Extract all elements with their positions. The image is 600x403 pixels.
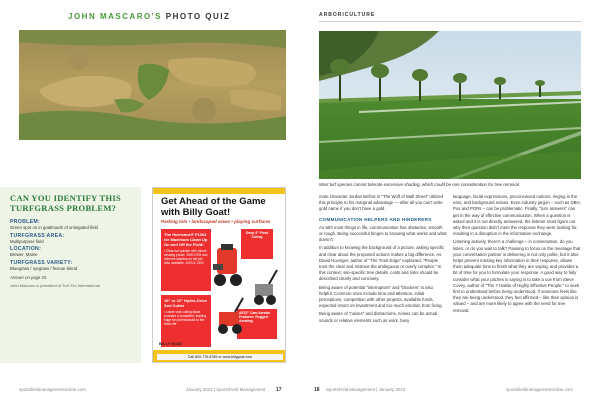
col1-paragraph-5: Being aware of "noises" and distractions, noises can be actual sounds or relative elements such as work, busy <box>319 311 438 323</box>
quiz-info-box <box>0 187 141 363</box>
turfgrass-variety-label: TURFGRASS VARIETY: <box>10 259 73 266</box>
col2-paragraph-1: language, facial expressions, preconceived notions, ringing in the ears, and background noises. Even industry jargon – such as DBH, Pos and PGRs – can be problematic. Finally, "turn answers" can get in the way of effective communication. When a question is asked and it is not directly answered, the listener must figure out why their question didn't meet the response they were looking for, resulting in a disruption in the information exchange. <box>453 194 581 237</box>
ad-title: Get Ahead of the Game with Billy Goat! <box>161 196 266 218</box>
ad-feature-block-2 <box>161 295 211 347</box>
author-credit: John Mascaro is president of Turf-Tec International <box>10 283 100 288</box>
ad-subtitle: Parking lots • landscaped areas • playing surfaces <box>161 219 271 224</box>
field-photo-image <box>319 31 581 179</box>
right-footer-site[interactable]: sportsfieldmanagementonline.com <box>506 387 573 392</box>
left-page-number <box>276 387 282 393</box>
ad-contact-url[interactable]: Call 800-776-6789 or www.billygoat.com <box>157 354 283 360</box>
ad-stripe <box>153 188 286 194</box>
ad-feature-block-1 <box>161 229 211 291</box>
ad-feature-block-3: Deep 3" Pivot Coring <box>241 229 273 259</box>
left-footer-date: January 2023 | SportsField Management <box>186 387 266 392</box>
location-value: Brewer, Maine <box>10 252 38 257</box>
turfgrass-area-value: Multipurpose field <box>10 238 44 244</box>
photo-caption: Most turf species cannot tolerate excessive shading, which could be one consideration for tree removal. <box>319 182 521 187</box>
right-page-number-text: 18 <box>314 387 320 393</box>
sports-field-photo <box>319 31 581 179</box>
problem-label: PROBLEM: <box>10 219 41 225</box>
article-column-2 <box>453 194 581 316</box>
ad-header <box>153 188 286 228</box>
ad-feature-block-4: AE22" Cam Aerator Features: Rugged Aerating <box>237 309 277 339</box>
col1-heading: COMMUNICATION HELPERS AND HINDERERS <box>319 216 432 222</box>
col1-paragraph-2: As with most things in life, communication has obstacles, smooth or rough. Being successful hinges to knowing what works and what doesn't. <box>319 224 447 243</box>
quiz-question: CAN YOU IDENTIFY THIS TURFGRASS PROBLEM? <box>10 193 122 213</box>
blower-machine-icon <box>211 242 245 288</box>
aerator-icon <box>249 266 279 306</box>
header-rule <box>319 21 581 22</box>
turf-problem-photo <box>19 30 286 140</box>
col2-paragraph-2: Listening actively, there's a challenge – in conversation, do you listen, or do you wait to talk? Pausing to focus on the message that your conversation partner is delivering is not only polite, but it also helps prevent missing key information in their response, allows them adequate time to finish what they are saying, and provides a bit of time for you to formulate your response. A good way to fully consider what your pitches is saying is to take a cue from Steve Covey, author of "The 7 Habits of Highly Effective People," to seek first to understand before being understood. If someone feels like they are being understood, they feel affirmed – like their opinion is valued – and are more likely to agree with the need for tree removal. <box>453 239 581 313</box>
problem-value: Green spot on in goalmouth of uninigated field <box>10 225 98 230</box>
ad-block2-title: 18" or 22" Hydro-Drive Sod Cutter <box>164 298 207 308</box>
quiz-header-author: JOHN MASCARO'S <box>68 12 163 21</box>
turf-photo-image <box>19 30 286 140</box>
billy-goat-advertisement[interactable] <box>152 187 286 363</box>
col1-paragraph-3: In addition to knowing the background of a picture, asking specific and clear about the proposed actions makes a big difference. As David Hovinger, author of "The Trust Edge" explained, "People trust the clear and mistrust the ambiguous or overly complex." In this context, site-specific tree details, costs and risks should be described clearly and concisely. <box>319 245 445 282</box>
ad-block1-body: • Clear turf quicker with robust clearing power. 3000 CFM and extreme stamina on the job. Also available: 1003 & 1303 <box>164 249 208 265</box>
ad-block2-body: • Lower cost cutting blade provides a consistent, leading edge for professionals to the finish life <box>164 310 206 326</box>
section-tag: ARBORICULTURE <box>319 12 376 18</box>
left-footer-site[interactable]: sportsfieldmanagementonline.com <box>19 387 86 392</box>
col1-paragraph-1: mote character Jordan Belfort in "The Wolf of Wall Street" utilized this principle to his marginal advantage — after all you can't write gold name if you don't have a gold. <box>319 194 443 212</box>
turfgrass-variety-value: Bluegrass / ryegrass / fescue blend <box>10 265 78 271</box>
article-column-1 <box>319 194 447 326</box>
right-page-number <box>314 387 320 393</box>
sod-cutter-icon <box>215 296 245 336</box>
ad-bottom-bar <box>153 350 286 363</box>
quiz-header-label: PHOTO QUIZ <box>165 12 231 21</box>
turfgrass-area-label: TURFGRASS AREA: <box>10 232 65 239</box>
answer-note: Answer on page 33 <box>10 275 47 280</box>
quiz-header-title <box>68 12 230 21</box>
billy-goat-logo: BILLY GOAT <box>159 341 183 346</box>
right-page <box>300 0 600 403</box>
left-page-number-text: 17 <box>276 387 282 393</box>
ad-block1-title: The Hurricane® F1002 for Maximum Clean Up On and Off the Field! <box>164 232 208 247</box>
right-footer-date: SportsField Management | January 2023 <box>326 387 406 392</box>
location-label: LOCATION: <box>10 246 42 252</box>
col1-paragraph-4: Being aware of potential "interruptors" and "blockers" is also helpful. Common ones include time and attention, initial perceptions, competition with other projects, available funds, expected return on investment and too much emotion from fixing. <box>319 284 443 309</box>
